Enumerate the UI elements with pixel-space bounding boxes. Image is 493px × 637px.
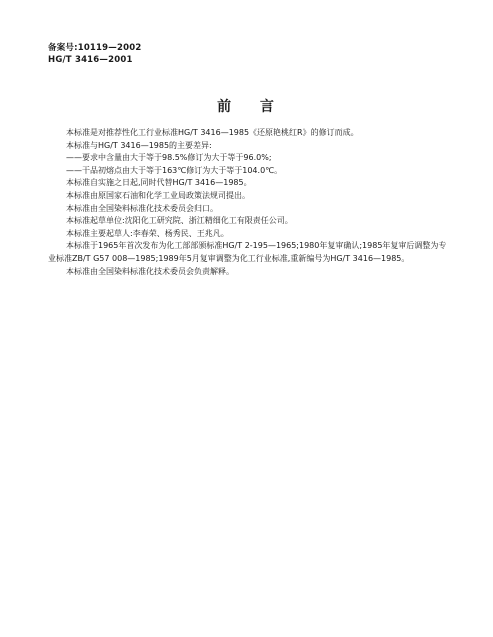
- paragraph-replacement: 本标准自实施之日起,同时代替HG/T 3416—1985。: [66, 178, 252, 188]
- foreword-body: [48, 127, 448, 278]
- page-title: 前 言: [217, 99, 276, 115]
- paragraph-interpretation: 本标准由全国染料标准化技术委员会负责解释。: [66, 266, 234, 276]
- paragraph-history: 本标准于1965年首次发布为化工部部颁标准HG/T 2-195—1965;1980年复审确认;1985年复审后调整为专业标准ZB/T G57 008—1985;1989年5月复审调整为化工行业标准,重新编号为HG/T 3416—1985。: [48, 241, 447, 263]
- paragraph-centralized-by: 本标准由全国染料标准化技术委员会归口。: [66, 203, 218, 213]
- paragraph-proposed-by: 本标准由原国家石油和化学工业局政策法规司提出。: [66, 190, 250, 200]
- standard-number: HG/T 3416—2001: [48, 55, 133, 65]
- record-number: 备案号:10119—2002: [48, 43, 142, 53]
- paragraph-drafting-units: 本标准起草单位:沈阳化工研究院、浙江精细化工有限责任公司。: [66, 216, 293, 226]
- paragraph-difference-content: ——要求中含量由大于等于98.5%修订为大于等于96.0%;: [66, 153, 272, 163]
- standard-header: [48, 42, 141, 66]
- paragraph-main-differences: 本标准与HG/T 3416—1985的主要差异:: [66, 140, 212, 150]
- paragraph-revision-basis: 本标准是对推荐性化工行业标准HG/T 3416—1985《还原艳桃红R》的修订而成。: [66, 128, 359, 137]
- paragraph-difference-melting-point: ——干品初熔点由大于等于163℃修订为大于等于104.0℃。: [66, 165, 283, 175]
- paragraph-drafters: 本标准主要起草人:李春荣、杨秀民、王兆凡。: [66, 228, 229, 238]
